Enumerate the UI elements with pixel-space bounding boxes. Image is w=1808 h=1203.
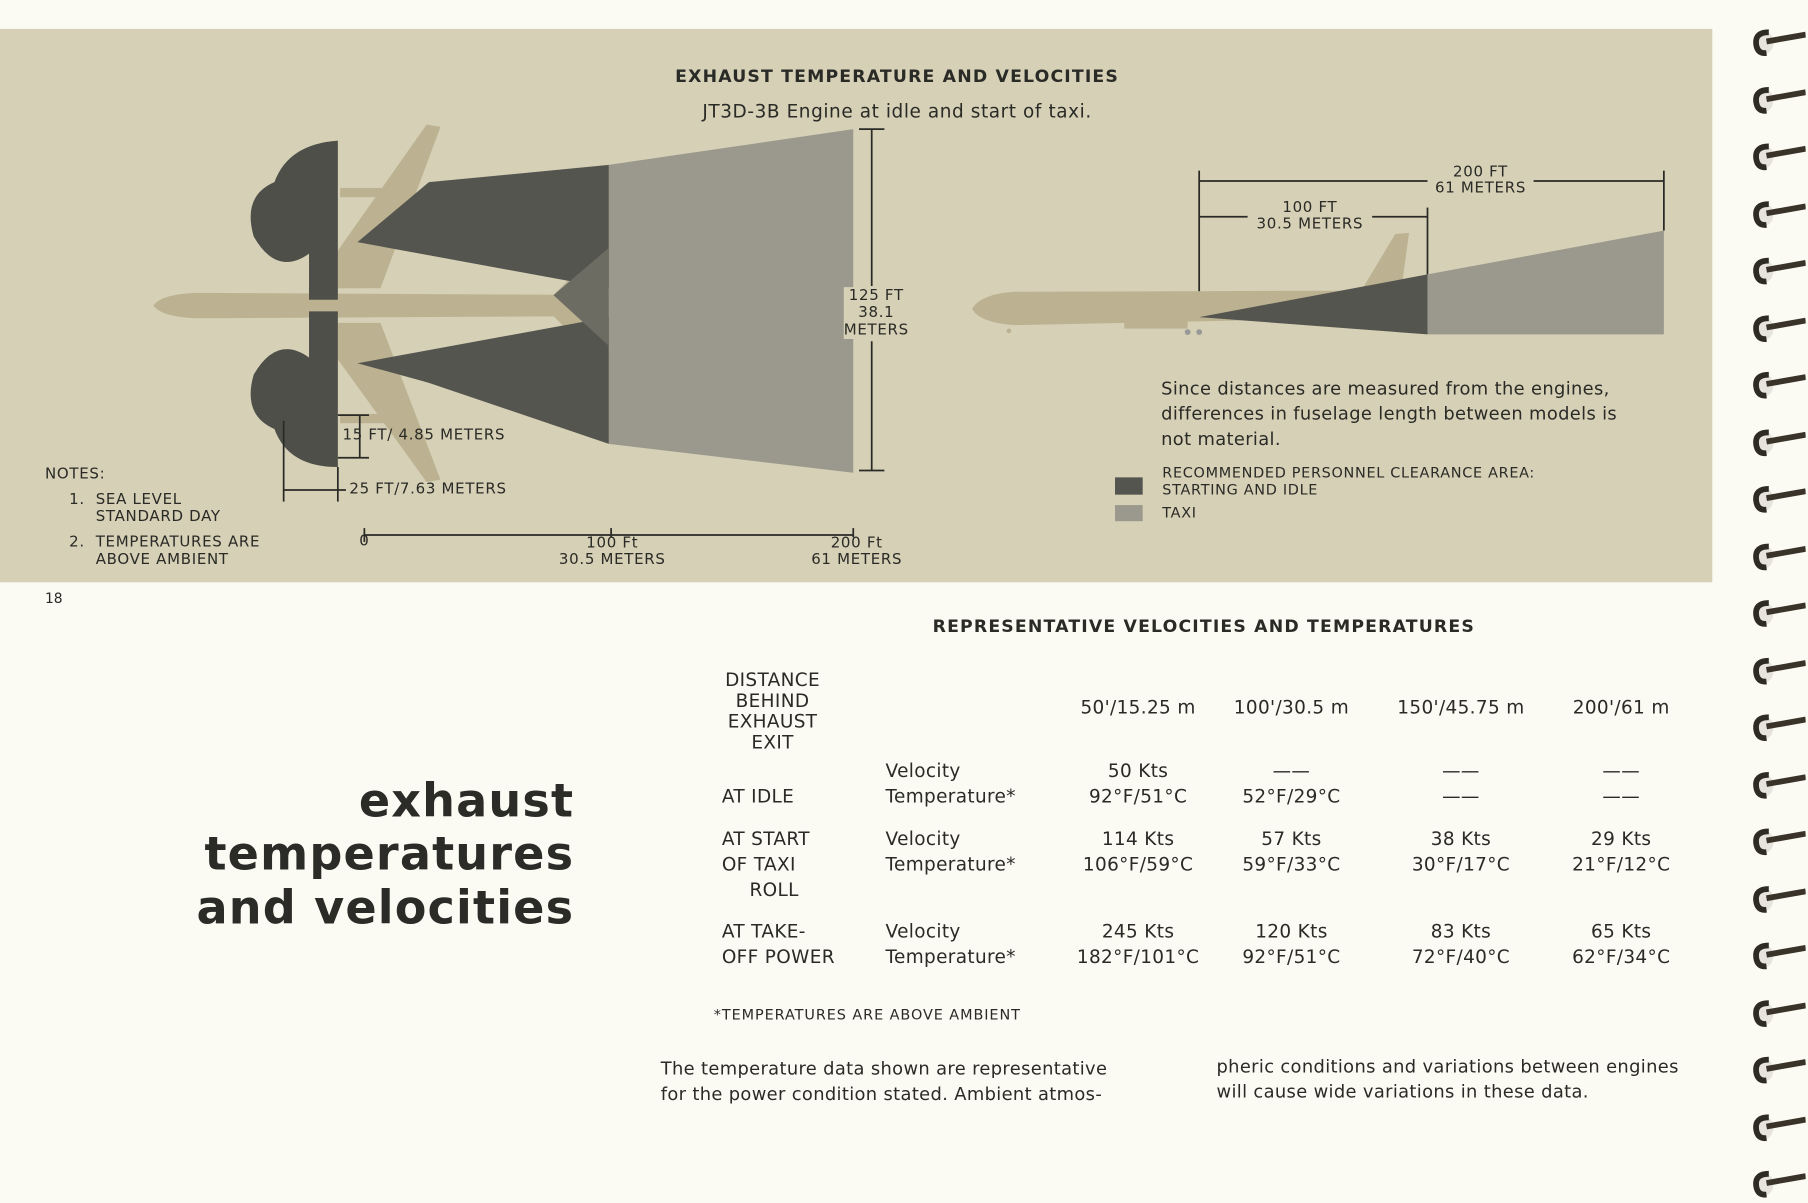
page-number: 18 xyxy=(44,590,63,607)
temperature-cell: 182°F/101°C xyxy=(1076,945,1200,968)
scale-end-ft: 200 Ft xyxy=(830,535,883,553)
velocity-cell: —— xyxy=(1602,759,1641,782)
width-label xyxy=(844,287,909,339)
corner-line: DISTANCE xyxy=(725,668,821,691)
spiral-ring-icon xyxy=(1753,710,1806,745)
side-dim-200-ft: 200 FT xyxy=(1452,163,1509,182)
spiral-ring-icon xyxy=(1753,254,1806,289)
width-label-unit: METERS xyxy=(843,321,909,339)
velocity-cell: 114 Kts xyxy=(1101,827,1175,850)
row-label: OF TAXI xyxy=(721,853,796,876)
body-text-left xyxy=(661,1056,1108,1107)
velocity-cell: 57 Kts xyxy=(1261,827,1322,850)
legend-idle-line1: RECOMMENDED PERSONNEL CLEARANCE AREA: xyxy=(1162,463,1535,481)
temperature-cell: 92°F/51°C xyxy=(1088,785,1188,808)
spiral-ring-icon xyxy=(1753,1053,1806,1088)
velocity-cell: 50 Kts xyxy=(1107,759,1169,782)
row-label: OFF POWER xyxy=(721,945,835,968)
corner-line: EXHAUST xyxy=(727,710,818,733)
note-1-line2: STANDARD DAY xyxy=(95,508,221,526)
spiral-ring-icon xyxy=(1753,939,1806,974)
legend-idle-label xyxy=(1162,464,1535,499)
velocity-cell: 38 Kts xyxy=(1430,827,1492,850)
row-label: AT IDLE xyxy=(721,785,795,808)
notes-heading: NOTES: xyxy=(44,465,106,484)
temperature-cell: 59°F/33°C xyxy=(1242,853,1341,876)
spiral-ring-icon xyxy=(1753,767,1806,802)
temperature-cell: 72°F/40°C xyxy=(1411,945,1511,968)
body-line: for the power condition stated. Ambient atmos- xyxy=(660,1083,1103,1105)
scale-end-m: 61 METERS xyxy=(811,551,903,569)
temperature-cell: 30°F/17°C xyxy=(1411,853,1511,876)
spiral-ring-icon xyxy=(1753,82,1806,117)
velocity-cell: —— xyxy=(1442,759,1480,782)
corner-line: BEHIND xyxy=(735,689,810,712)
velocity-cell: 29 Kts xyxy=(1591,827,1652,850)
temperature-cell: —— xyxy=(1442,785,1480,808)
velocity-label: Velocity xyxy=(885,759,961,782)
spiral-ring-icon xyxy=(1753,882,1806,917)
spiral-ring-icon xyxy=(1753,539,1806,574)
note-1-num: 1. xyxy=(69,491,85,509)
width-label-m: 38.1 xyxy=(858,304,895,322)
note-2 xyxy=(96,534,260,569)
spiral-ring-icon xyxy=(1753,425,1806,460)
note-1-line1: SEA LEVEL xyxy=(95,491,182,509)
dim-15ft-label: 15 FT/ 4.85 METERS xyxy=(342,426,506,444)
scale-mid xyxy=(559,536,666,568)
spiral-ring-icon xyxy=(1753,368,1806,403)
note-2-line1: TEMPERATURES ARE xyxy=(95,533,261,552)
column-header: 100'/30.5 m xyxy=(1233,696,1350,719)
legend-idle-line2: STARTING AND IDLE xyxy=(1162,480,1319,499)
section-heading-line3: and velocities xyxy=(196,882,575,936)
spiral-ring-icon xyxy=(1753,596,1806,631)
scale-zero: 0 xyxy=(359,532,370,551)
paragraph-line: Since distances are measured from the engines, xyxy=(1161,378,1610,399)
side-dim-100 xyxy=(1257,201,1364,233)
section-heading-line2: temperatures xyxy=(204,827,575,881)
body-line: The temperature data shown are representative xyxy=(660,1058,1108,1080)
spiral-ring-icon xyxy=(1753,140,1806,175)
spiral-ring-icon xyxy=(1753,25,1806,60)
width-label-ft: 125 FT xyxy=(848,287,904,305)
row-label: AT START xyxy=(721,827,810,850)
body-line: pheric conditions and variations between engines xyxy=(1216,1056,1679,1077)
legend-taxi-label: TAXI xyxy=(1162,503,1197,522)
spiral-ring-icon xyxy=(1753,824,1806,859)
dim-25ft-label: 25 FT/7.63 METERS xyxy=(349,480,507,499)
scale-mid-m: 30.5 METERS xyxy=(558,551,666,569)
spiral-ring-icon xyxy=(1753,311,1806,346)
table-corner-header xyxy=(725,670,820,753)
temperature-label: Temperature* xyxy=(885,785,1016,808)
velocity-cell: 65 Kts xyxy=(1591,920,1652,943)
spiral-ring-icon xyxy=(1753,197,1806,232)
velocity-label: Velocity xyxy=(885,827,961,850)
temperature-cell: 92°F/51°C xyxy=(1242,945,1341,968)
temperature-label: Temperature* xyxy=(885,853,1016,876)
temperature-label: Temperature* xyxy=(885,945,1016,968)
side-dim-200 xyxy=(1435,165,1526,197)
spiral-ring-icon xyxy=(1753,653,1806,688)
temperature-cell: 52°F/29°C xyxy=(1242,785,1341,808)
row-label: ROLL xyxy=(749,878,799,901)
temperature-cell: 21°F/12°C xyxy=(1572,853,1671,876)
side-dim-100-m: 30.5 METERS xyxy=(1256,215,1364,233)
scale-mid-ft: 100 Ft xyxy=(586,535,639,553)
spiral-ring-icon xyxy=(1753,482,1806,517)
velocity-cell: —— xyxy=(1272,759,1311,782)
column-header: 200'/61 m xyxy=(1572,696,1670,719)
paragraph-line: not material. xyxy=(1161,428,1281,450)
table-title: REPRESENTATIVE VELOCITIES AND TEMPERATURES xyxy=(932,615,1475,637)
body-text-right xyxy=(1216,1054,1678,1105)
temperature-cell: 106°F/59°C xyxy=(1082,853,1194,876)
note-2-line2: ABOVE AMBIENT xyxy=(95,551,229,569)
corner-line: EXIT xyxy=(751,731,794,753)
velocity-cell: 120 Kts xyxy=(1255,920,1328,943)
legend-swatch-taxi xyxy=(1115,505,1143,521)
spiral-ring-icon xyxy=(1753,1110,1806,1145)
temperature-cell: —— xyxy=(1602,785,1641,808)
column-header: 50'/15.25 m xyxy=(1080,696,1196,719)
paragraph-line: differences in fuselage length between models is xyxy=(1161,403,1618,425)
row-label: AT TAKE- xyxy=(721,920,806,943)
scale-end xyxy=(811,536,902,568)
figure-subtitle: JT3D-3B Engine at idle and start of taxi. xyxy=(702,100,1092,123)
taxi-zone xyxy=(609,129,853,473)
body-line: will cause wide variations in these data. xyxy=(1216,1081,1589,1103)
note-1 xyxy=(96,491,221,526)
spiral-ring-icon xyxy=(1753,996,1806,1031)
side-dim-200-m: 61 METERS xyxy=(1435,179,1527,198)
table-footnote: *TEMPERATURES ARE ABOVE AMBIENT xyxy=(713,1005,1021,1023)
figure-title: EXHAUST TEMPERATURE AND VELOCITIES xyxy=(675,65,1120,87)
temperature-cell: 62°F/34°C xyxy=(1572,945,1671,968)
figure-paragraph xyxy=(1161,376,1617,452)
spiral-ring-icon xyxy=(1753,1167,1806,1202)
velocity-cell: 245 Kts xyxy=(1101,920,1175,943)
side-taxi-zone xyxy=(1427,231,1663,335)
column-header: 150'/45.75 m xyxy=(1397,696,1525,719)
legend-swatch-idle xyxy=(1115,477,1143,494)
note-2-num: 2. xyxy=(69,533,85,552)
section-heading-line1: exhaust xyxy=(358,774,575,828)
side-dim-100-ft: 100 FT xyxy=(1282,199,1338,217)
velocity-label: Velocity xyxy=(885,920,961,943)
velocity-cell: 83 Kts xyxy=(1430,920,1492,943)
